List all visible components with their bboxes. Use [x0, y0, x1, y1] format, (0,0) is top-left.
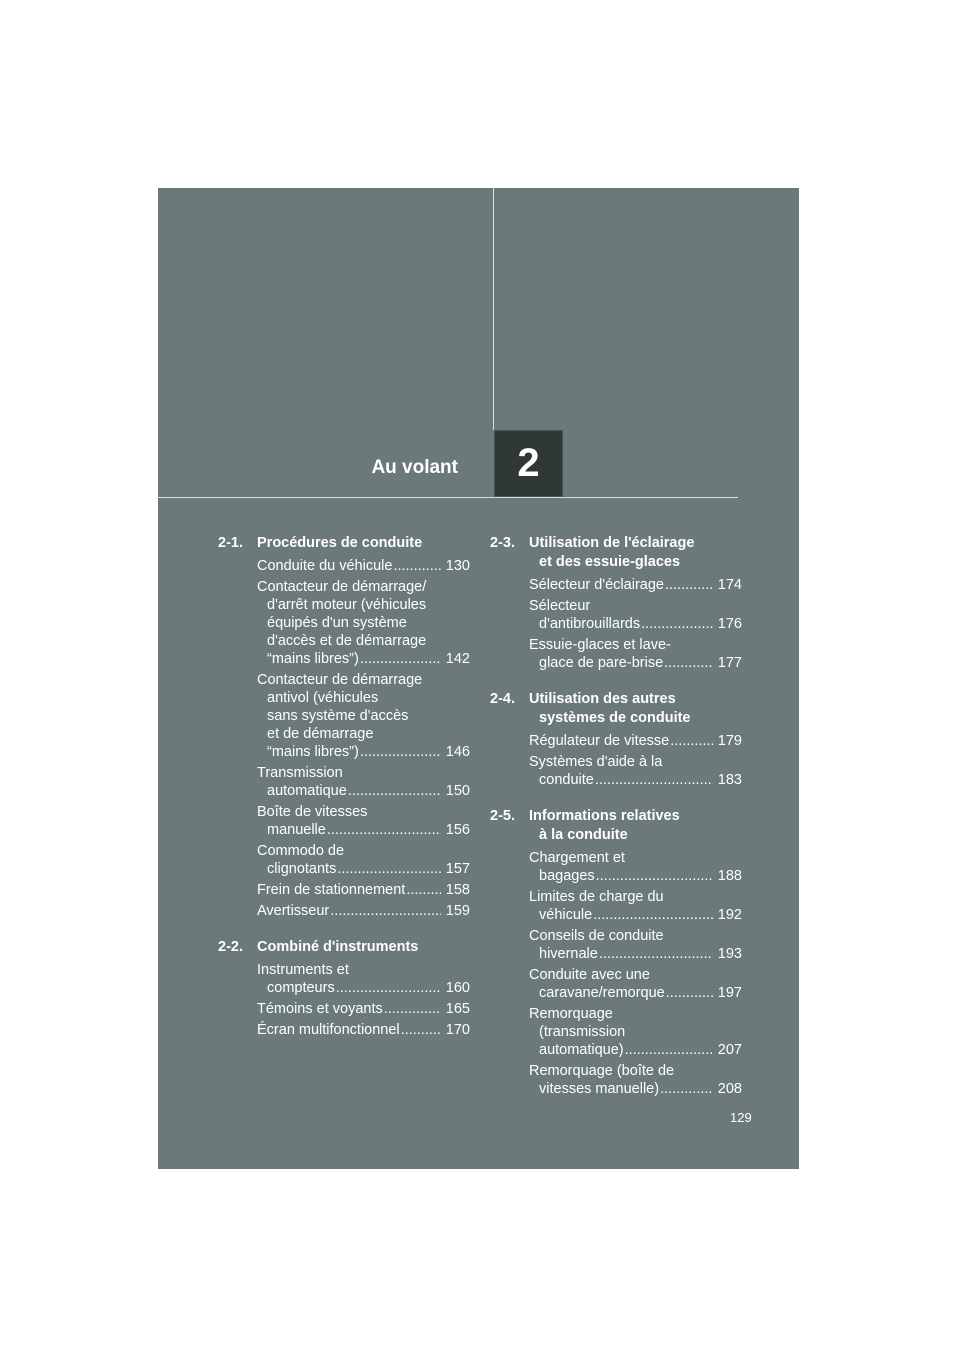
entry-page-number: 188 [717, 868, 742, 884]
section-number: 2-4. [490, 691, 515, 707]
toc-section [490, 690, 742, 789]
entry-text: Avertisseur [257, 903, 330, 919]
dot-leader [401, 1021, 441, 1039]
dot-leader [330, 902, 441, 920]
entry-page-number: 150 [445, 783, 470, 799]
entry-text: hivernale [539, 946, 598, 962]
entry-page-number: 160 [445, 980, 470, 996]
entry-text: Transmission [257, 765, 343, 781]
entry-page-number: 183 [717, 772, 742, 788]
toc-section [218, 938, 470, 1039]
entry-text: sans système d'accès [267, 708, 409, 724]
entry-text: Chargement et [529, 850, 625, 866]
entry-text: d'antibrouillards [539, 616, 641, 632]
section-number: 2-1. [218, 535, 243, 551]
toc-entry[interactable] [529, 597, 742, 633]
dot-leader [670, 732, 713, 750]
dot-leader [596, 867, 713, 885]
entry-text: Témoins et voyants [257, 1001, 383, 1017]
toc-entry[interactable] [257, 578, 470, 668]
entry-text: Régulateur de vitesse [529, 733, 670, 749]
section-title[interactable] [529, 534, 742, 572]
entry-page-number: 146 [445, 744, 470, 760]
entry-page-number: 179 [717, 733, 742, 749]
toc-right-column [490, 534, 742, 1116]
entry-text: Commodo de [257, 843, 345, 859]
toc-entry[interactable] [529, 732, 742, 750]
section-title-line: Informations relatives [529, 808, 680, 824]
entry-page-number: 156 [445, 822, 470, 838]
entry-page-number: 174 [717, 577, 742, 593]
dot-leader [593, 906, 713, 924]
entry-text: équipés d'un système [267, 615, 407, 631]
dot-leader [348, 782, 441, 800]
entry-text: Remorquage [529, 1006, 613, 1022]
entry-text: d'accès et de démarrage [267, 633, 427, 649]
dot-leader [393, 557, 441, 575]
entry-text: Remorquage (boîte de [529, 1063, 675, 1079]
section-title-line: Utilisation des autres [529, 691, 676, 707]
entry-page-number: 165 [445, 1001, 470, 1017]
page-number: 129 [730, 1110, 752, 1125]
toc-entry[interactable] [257, 671, 470, 761]
toc-entry[interactable] [257, 881, 470, 899]
dot-leader [625, 1041, 713, 1059]
section-number: 2-3. [490, 535, 515, 551]
entry-page-number: 207 [717, 1042, 742, 1058]
section-number: 2-5. [490, 808, 515, 824]
toc-section [218, 534, 470, 920]
dot-leader [641, 615, 713, 633]
entry-text: et de démarrage [267, 726, 374, 742]
section-title-line: Utilisation de l'éclairage [529, 535, 695, 551]
toc-entry[interactable] [257, 961, 470, 997]
entry-text: Systèmes d'aide à la [529, 754, 663, 770]
section-title[interactable] [529, 690, 742, 728]
entry-text: Conduite du véhicule [257, 558, 393, 574]
horizontal-divider [158, 497, 738, 498]
entry-page-number: 130 [445, 558, 470, 574]
entry-text: Contacteur de démarrage [257, 672, 423, 688]
entry-page-number: 208 [717, 1081, 742, 1097]
toc-entry[interactable] [529, 888, 742, 924]
dot-leader [665, 576, 713, 594]
section-title[interactable] [257, 938, 470, 957]
entry-text: (transmission [539, 1024, 626, 1040]
section-number: 2-2. [218, 939, 243, 955]
entry-text: Essuie-glaces et lave- [529, 637, 671, 653]
entry-text: Frein de stationnement [257, 882, 406, 898]
entry-text: Conseils de conduite [529, 928, 664, 944]
entry-text: bagages [539, 868, 595, 884]
dot-leader [384, 1000, 441, 1018]
entry-text: véhicule [539, 907, 593, 923]
toc-entry[interactable] [529, 966, 742, 1002]
vertical-divider [493, 188, 494, 430]
entry-text: Conduite avec une [529, 967, 650, 983]
entry-text: manuelle [267, 822, 326, 838]
entry-page-number: 193 [717, 946, 742, 962]
toc-entry[interactable] [529, 1062, 742, 1098]
section-title-line: systèmes de conduite [539, 710, 691, 726]
entry-page-number: 176 [717, 616, 742, 632]
entry-text: Sélecteur d'éclairage [529, 577, 664, 593]
entry-text: antivol (véhicules [267, 690, 379, 706]
toc-section [490, 807, 742, 1098]
entry-page-number: 157 [445, 861, 470, 877]
entry-text: conduite [539, 772, 594, 788]
entry-text: caravane/remorque [539, 985, 665, 1001]
section-title[interactable] [257, 534, 470, 553]
dot-leader [664, 654, 713, 672]
toc-left-column [218, 534, 470, 1057]
dot-leader [599, 945, 713, 963]
entry-page-number: 159 [445, 903, 470, 919]
toc-entry[interactable] [529, 636, 742, 672]
entry-text: clignotants [267, 861, 337, 877]
dot-leader [327, 821, 441, 839]
chapter-title: Au volant [371, 457, 458, 478]
dot-leader [360, 650, 441, 668]
section-title-line: Combiné d'instruments [257, 939, 419, 955]
dot-leader [406, 881, 441, 899]
toc-entry[interactable] [257, 764, 470, 800]
chapter-number: 2 [517, 441, 540, 485]
entry-text: compteurs [267, 980, 335, 996]
entry-text: Écran multifonctionnel [257, 1022, 400, 1038]
section-title[interactable] [529, 807, 742, 845]
dot-leader [660, 1080, 713, 1098]
toc-entry[interactable] [529, 849, 742, 885]
toc-entry[interactable] [257, 842, 470, 878]
entry-text: Sélecteur [529, 598, 591, 614]
entry-page-number: 177 [717, 655, 742, 671]
toc-entry[interactable] [529, 576, 742, 594]
toc-entry[interactable] [257, 557, 470, 575]
entry-text: Boîte de vitesses [257, 804, 368, 820]
entry-text: “mains libres”) [267, 744, 359, 760]
entry-text: glace de pare-brise [539, 655, 664, 671]
chapter-number-box [494, 430, 563, 497]
toc-entry[interactable] [257, 902, 470, 920]
entry-text: vitesses manuelle) [539, 1081, 660, 1097]
entry-text: “mains libres”) [267, 651, 359, 667]
entry-page-number: 197 [717, 985, 742, 1001]
entry-text: automatique [267, 783, 347, 799]
dot-leader [595, 771, 713, 789]
entry-page-number: 142 [445, 651, 470, 667]
toc-entry[interactable] [257, 1021, 470, 1039]
toc-entry[interactable] [529, 927, 742, 963]
entry-page-number: 192 [717, 907, 742, 923]
toc-entry[interactable] [529, 753, 742, 789]
section-title-line: et des essuie-glaces [539, 554, 681, 570]
entry-text: d'arrêt moteur (véhicules [267, 597, 427, 613]
dot-leader [337, 860, 441, 878]
toc-section [490, 534, 742, 672]
entry-text: Limites de charge du [529, 889, 664, 905]
entry-page-number: 170 [445, 1022, 470, 1038]
entry-text: Contacteur de démarrage/ [257, 579, 427, 595]
dot-leader [666, 984, 713, 1002]
toc-entry[interactable] [257, 1000, 470, 1018]
dot-leader [360, 743, 441, 761]
section-title-line: Procédures de conduite [257, 535, 423, 551]
entry-text: automatique) [539, 1042, 624, 1058]
dot-leader [336, 979, 441, 997]
toc-entry[interactable] [257, 803, 470, 839]
section-title-line: à la conduite [539, 827, 628, 843]
toc-entry[interactable] [529, 1005, 742, 1059]
entry-page-number: 158 [445, 882, 470, 898]
entry-text: Instruments et [257, 962, 349, 978]
